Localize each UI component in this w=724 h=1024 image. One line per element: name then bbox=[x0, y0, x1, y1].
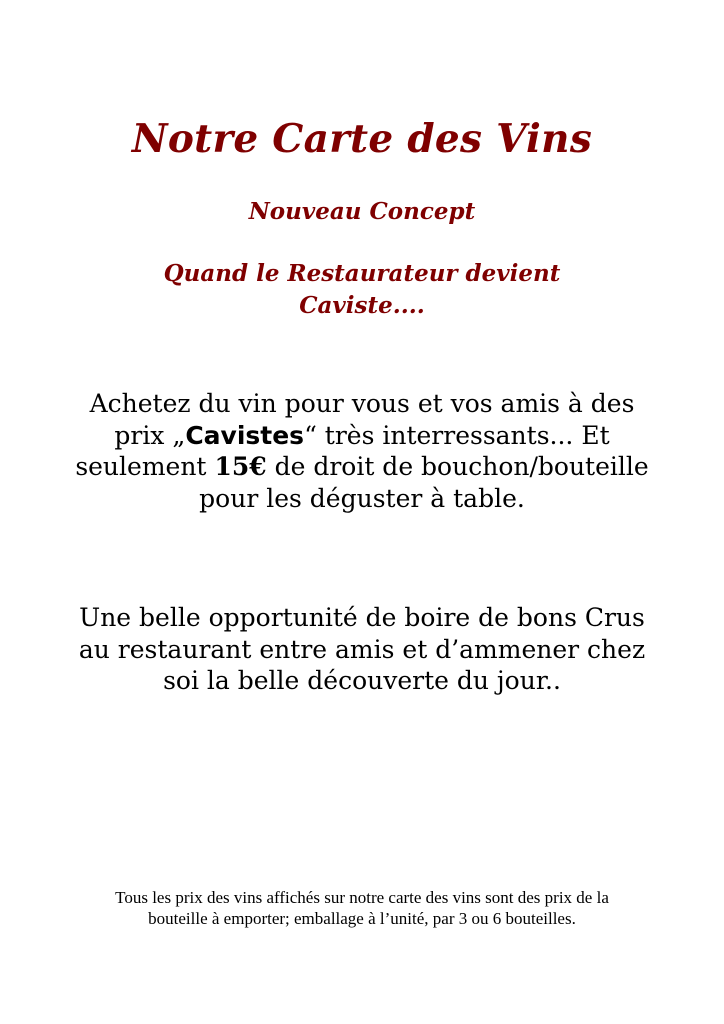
cavistes-highlight: Cavistes bbox=[185, 420, 305, 450]
price-footnote: Tous les prix des vins affichés sur notre carte des vins sont des prix de la bouteille à emporter; emballage à l’unité, par 3 ou 6 bouteilles. bbox=[115, 888, 609, 928]
tagline bbox=[90, 258, 634, 322]
opportunity-paragraph: Une belle opportunité de boire de bons Crus au restaurant entre amis et d’ammener chez soi la belle découverte du jour.. bbox=[78, 603, 646, 695]
tagline-line2: Caviste.... bbox=[299, 292, 425, 319]
intro-paragraph bbox=[70, 388, 654, 514]
intro-text-3: de droit de bouchon/bouteille pour les déguster à table. bbox=[199, 452, 649, 513]
subtitle: Nouveau Concept bbox=[248, 198, 476, 225]
intro-text-1: Achetez du vin pour vous et vos amis à des prix „ bbox=[89, 389, 635, 450]
corkage-price: 15€ bbox=[214, 452, 267, 481]
intro-text-2: “ très interressants... Et seulement bbox=[75, 420, 610, 481]
page-title: Notre Carte des Vins bbox=[131, 116, 593, 162]
tagline-line1: Quand le Restaurateur devient bbox=[163, 260, 561, 287]
